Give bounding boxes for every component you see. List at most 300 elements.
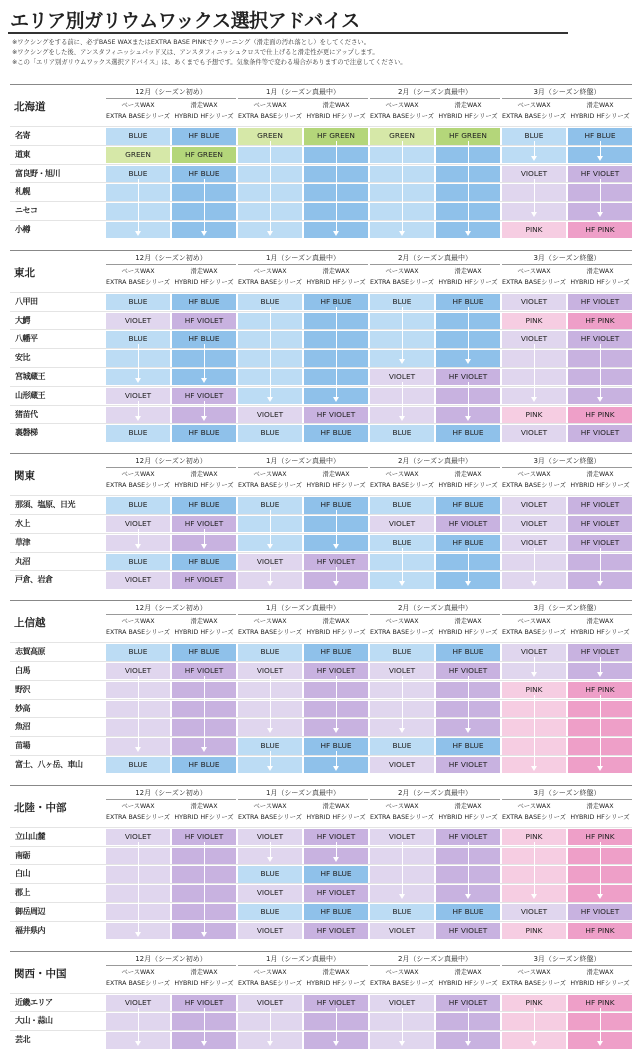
- continue-arrow: [534, 141, 535, 156]
- slide-wax-cell: HF PINK: [568, 313, 632, 330]
- slide-wax-series-label: HYBRID HFシリーズ: [570, 979, 630, 987]
- continue-arrow-head: [399, 728, 405, 733]
- base-wax-cell: BLUE: [370, 644, 434, 661]
- table-row: [10, 827, 632, 846]
- area-name: 那須、塩原、日光: [15, 500, 75, 510]
- area-name: 八甲田: [15, 296, 38, 306]
- continue-arrow: [468, 1008, 469, 1042]
- slide-wax-label: 滑走WAX: [322, 802, 350, 810]
- slide-wax-label: 滑走WAX: [586, 802, 614, 810]
- base-wax-series-label: EXTRA BASEシリーズ: [106, 482, 170, 490]
- base-wax-column-header: [502, 801, 566, 826]
- slide-wax-column-header: [436, 469, 500, 494]
- base-wax-cell: BLUE: [370, 535, 434, 552]
- slide-wax-label: 滑走WAX: [454, 618, 482, 626]
- continue-arrow-head: [531, 766, 537, 771]
- table-row: [10, 386, 632, 405]
- base-wax-cell: PINK: [502, 407, 566, 424]
- continue-arrow-head: [531, 1041, 537, 1046]
- slide-wax-cell: HF VIOLET: [304, 885, 368, 902]
- continue-arrow-head: [333, 544, 339, 549]
- continue-arrow-head: [465, 894, 471, 899]
- slide-wax-cell: HF VIOLET: [436, 757, 500, 774]
- base-wax-series-label: EXTRA BASEシリーズ: [502, 278, 566, 286]
- slide-wax-series-label: HYBRID HFシリーズ: [306, 629, 366, 637]
- continue-arrow: [534, 657, 535, 672]
- page-title: エリア別ガリウムワックス選択アドバイス: [10, 10, 360, 32]
- continue-arrow-head: [465, 1041, 471, 1046]
- table-row: [10, 423, 632, 442]
- continue-arrow: [336, 567, 337, 582]
- base-wax-column-header: [502, 266, 566, 291]
- slide-wax-series-label: HYBRID HFシリーズ: [438, 113, 498, 120]
- continue-arrow: [468, 676, 469, 728]
- slide-wax-cell: HF BLUE: [172, 425, 236, 442]
- slide-wax-label: 滑走WAX: [454, 267, 482, 275]
- continue-arrow: [534, 179, 535, 213]
- base-wax-label: ベースWAX: [385, 802, 419, 810]
- slide-wax-cell: HF VIOLET: [436, 829, 500, 846]
- area-name: 御岳周辺: [15, 906, 45, 916]
- table-row: [10, 846, 632, 865]
- base-wax-series-label: EXTRA BASEシリーズ: [238, 482, 302, 490]
- table-row: [10, 1030, 632, 1049]
- continue-arrow: [204, 179, 205, 231]
- continue-arrow-head: [333, 397, 339, 402]
- month-header: 12月（シーズン初め）: [106, 86, 236, 99]
- base-wax-label: ベースWAX: [517, 968, 551, 976]
- base-wax-label: ベースWAX: [121, 471, 155, 479]
- slide-wax-column-header: [568, 469, 632, 494]
- continue-arrow: [600, 657, 601, 672]
- table-row: [10, 348, 632, 367]
- continue-arrow-head: [333, 231, 339, 236]
- slide-wax-cell: HF VIOLET: [436, 369, 500, 386]
- region-header: [10, 600, 632, 642]
- area-name: 郡上: [15, 888, 30, 898]
- slide-wax-series-label: HYBRID HFシリーズ: [306, 113, 366, 120]
- slide-wax-cell: HF VIOLET: [172, 388, 236, 405]
- area-name: 大山・蒜山: [15, 1016, 53, 1026]
- continue-arrow-head: [597, 156, 603, 161]
- continue-arrow-head: [201, 747, 207, 752]
- slide-wax-series-label: HYBRID HFシリーズ: [174, 113, 234, 120]
- slide-wax-cell: HF VIOLET: [436, 663, 500, 680]
- continue-arrow-head: [201, 378, 207, 383]
- base-wax-series-label: EXTRA BASEシリーズ: [238, 629, 302, 637]
- base-wax-cell: BLUE: [106, 331, 170, 348]
- continue-arrow-head: [531, 894, 537, 899]
- slide-wax-cell: HF VIOLET: [304, 554, 368, 571]
- base-wax-cell: BLUE: [370, 425, 434, 442]
- area-name: ニセコ: [15, 206, 38, 216]
- slide-wax-cell: HF GREEN: [172, 147, 236, 164]
- table-row: [10, 680, 632, 699]
- base-wax-cell: VIOLET: [238, 995, 302, 1012]
- base-wax-column-header: [370, 100, 434, 125]
- region-header: [10, 84, 632, 126]
- slide-wax-cell: HF VIOLET: [436, 995, 500, 1012]
- slide-wax-column-header: [568, 967, 632, 992]
- note-cleaning: ※ワクシングをする前に、必ずBASE WAXまたはEXTRA BASE PINKでクリーニング（滑走面の汚れ落とし）をしてください。: [12, 39, 370, 46]
- continue-arrow: [402, 842, 403, 894]
- area-name: 宮城蔵王: [15, 371, 45, 381]
- month-header: 12月（シーズン初め）: [106, 602, 236, 615]
- table-row: [10, 755, 632, 774]
- continue-arrow: [534, 1008, 535, 1042]
- base-wax-cell: BLUE: [238, 294, 302, 311]
- continue-arrow: [204, 842, 205, 932]
- continue-arrow: [270, 510, 271, 544]
- slide-wax-cell: HF BLUE: [436, 904, 500, 921]
- base-wax-cell: VIOLET: [502, 516, 566, 533]
- slide-wax-cell: HF VIOLET: [304, 923, 368, 940]
- base-wax-cell: VIOLET: [502, 294, 566, 311]
- slide-wax-column-header: [568, 266, 632, 291]
- continue-arrow: [138, 401, 139, 416]
- continue-arrow-head: [135, 932, 141, 937]
- slide-wax-cell: HF PINK: [568, 407, 632, 424]
- continue-arrow-head: [597, 581, 603, 586]
- slide-wax-series-label: HYBRID HFシリーズ: [174, 629, 234, 637]
- continue-arrow-head: [531, 397, 537, 402]
- continue-arrow-head: [267, 581, 273, 586]
- slide-wax-cell: HF BLUE: [436, 644, 500, 661]
- base-wax-cell: VIOLET: [106, 388, 170, 405]
- slide-wax-column-header: [436, 616, 500, 641]
- slide-wax-cell: HF VIOLET: [172, 516, 236, 533]
- base-wax-series-label: EXTRA BASEシリーズ: [370, 278, 434, 286]
- continue-arrow: [468, 307, 469, 359]
- continue-arrow-head: [399, 231, 405, 236]
- slide-wax-label: 滑走WAX: [586, 471, 614, 479]
- area-name: 丸沼: [15, 556, 30, 566]
- base-wax-cell: VIOLET: [502, 497, 566, 514]
- table-row: [10, 864, 632, 883]
- continue-arrow-head: [399, 581, 405, 586]
- continue-arrow-head: [333, 1041, 339, 1046]
- slide-wax-series-label: HYBRID HFシリーズ: [174, 278, 234, 286]
- slide-wax-column-header: [172, 616, 236, 641]
- area-name: 山形蔵王: [15, 390, 45, 400]
- slide-wax-cell: HF BLUE: [172, 497, 236, 514]
- base-wax-column-header: [502, 616, 566, 641]
- table-row: [10, 921, 632, 940]
- slide-wax-cell: HF VIOLET: [436, 923, 500, 940]
- base-wax-series-label: EXTRA BASEシリーズ: [106, 278, 170, 286]
- area-name: 富士、八ヶ岳、車山: [15, 759, 83, 769]
- table-row: [10, 367, 632, 386]
- month-header: 1月（シーズン真最中）: [238, 86, 368, 99]
- slide-wax-label: 滑走WAX: [586, 267, 614, 275]
- table-row: [10, 514, 632, 533]
- continue-arrow-head: [465, 581, 471, 586]
- slide-wax-label: 滑走WAX: [190, 802, 218, 810]
- continue-arrow-head: [267, 231, 273, 236]
- slide-wax-series-label: HYBRID HFシリーズ: [438, 979, 498, 987]
- month-header: 3月（シーズン終盤）: [502, 602, 632, 615]
- slide-wax-label: 滑走WAX: [190, 471, 218, 479]
- base-wax-cell: BLUE: [106, 166, 170, 183]
- slide-wax-column-header: [304, 616, 368, 641]
- slide-wax-cell: HF PINK: [568, 995, 632, 1012]
- slide-wax-series-label: HYBRID HFシリーズ: [306, 979, 366, 987]
- slide-wax-cell: HF VIOLET: [172, 572, 236, 589]
- base-wax-column-header: [238, 801, 302, 826]
- slide-wax-label: 滑走WAX: [190, 267, 218, 275]
- slide-wax-column-header: [172, 801, 236, 826]
- continue-arrow: [336, 676, 337, 728]
- continue-arrow-head: [135, 416, 141, 421]
- continue-arrow-head: [597, 212, 603, 217]
- continue-arrow: [336, 307, 337, 397]
- base-wax-cell: BLUE: [502, 128, 566, 145]
- continue-arrow-head: [135, 1041, 141, 1046]
- slide-wax-column-header: [304, 100, 368, 125]
- slide-wax-series-label: HYBRID HFシリーズ: [570, 113, 630, 120]
- continue-arrow: [336, 751, 337, 766]
- base-wax-cell: BLUE: [106, 425, 170, 442]
- region-rows: [10, 642, 632, 774]
- slide-wax-series-label: HYBRID HFシリーズ: [438, 278, 498, 286]
- continue-arrow-head: [267, 1041, 273, 1046]
- region-header: [10, 785, 632, 827]
- continue-arrow: [468, 382, 469, 416]
- slide-wax-cell: HF VIOLET: [568, 294, 632, 311]
- slide-wax-cell: HF BLUE: [304, 738, 368, 755]
- base-wax-cell: VIOLET: [370, 369, 434, 386]
- slide-wax-cell: HF VIOLET: [568, 904, 632, 921]
- base-wax-cell: GREEN: [106, 147, 170, 164]
- slide-wax-cell: HF PINK: [568, 222, 632, 239]
- continue-arrow-head: [597, 766, 603, 771]
- slide-wax-column-header: [304, 967, 368, 992]
- continue-arrow: [402, 382, 403, 416]
- slide-wax-cell: HF VIOLET: [568, 644, 632, 661]
- slide-wax-cell: HF BLUE: [304, 904, 368, 921]
- base-wax-label: ベースWAX: [253, 102, 287, 109]
- slide-wax-series-label: HYBRID HFシリーズ: [306, 482, 366, 490]
- slide-wax-label: 滑走WAX: [322, 618, 350, 626]
- base-wax-cell: VIOLET: [502, 331, 566, 348]
- base-wax-series-label: EXTRA BASEシリーズ: [238, 278, 302, 286]
- table-row: [10, 182, 632, 201]
- continue-arrow: [270, 751, 271, 766]
- base-wax-label: ベースWAX: [385, 471, 419, 479]
- slide-wax-cell: HF VIOLET: [436, 516, 500, 533]
- continue-arrow: [402, 548, 403, 582]
- base-wax-label: ベースWAX: [121, 267, 155, 275]
- area-name: 南砺: [15, 850, 30, 860]
- base-wax-cell: BLUE: [238, 738, 302, 755]
- base-wax-column-header: [106, 100, 170, 125]
- base-wax-column-header: [238, 967, 302, 992]
- base-wax-label: ベースWAX: [253, 618, 287, 626]
- slide-wax-cell: HF BLUE: [436, 294, 500, 311]
- slide-wax-cell: HF BLUE: [172, 757, 236, 774]
- slide-wax-series-label: HYBRID HFシリーズ: [438, 629, 498, 637]
- continue-arrow-head: [465, 728, 471, 733]
- continue-arrow: [204, 1008, 205, 1042]
- base-wax-series-label: EXTRA BASEシリーズ: [106, 979, 170, 987]
- base-wax-series-label: EXTRA BASEシリーズ: [370, 629, 434, 637]
- slide-wax-cell: HF VIOLET: [304, 829, 368, 846]
- region-header: [10, 453, 632, 495]
- table-row: [10, 902, 632, 921]
- base-wax-cell: VIOLET: [370, 995, 434, 1012]
- continue-arrow: [402, 141, 403, 231]
- slide-wax-cell: HF BLUE: [172, 166, 236, 183]
- table-row: [10, 126, 632, 145]
- month-header: 1月（シーズン真最中）: [238, 602, 368, 615]
- area-name: 道東: [15, 149, 30, 159]
- slide-wax-cell: HF BLUE: [172, 331, 236, 348]
- continue-arrow: [138, 676, 139, 747]
- slide-wax-label: 滑走WAX: [322, 471, 350, 479]
- base-wax-series-label: EXTRA BASEシリーズ: [502, 482, 566, 490]
- base-wax-cell: PINK: [502, 222, 566, 239]
- base-wax-column-header: [370, 967, 434, 992]
- base-wax-cell: VIOLET: [238, 554, 302, 571]
- area-name: 立山山麓: [15, 831, 45, 841]
- table-row: [10, 220, 632, 239]
- base-wax-column-header: [370, 801, 434, 826]
- continue-arrow: [534, 344, 535, 396]
- slide-wax-cell: HF BLUE: [304, 425, 368, 442]
- continue-arrow: [336, 842, 337, 857]
- slide-wax-series-label: HYBRID HFシリーズ: [570, 482, 630, 490]
- continue-arrow-head: [135, 378, 141, 383]
- base-wax-cell: BLUE: [238, 904, 302, 921]
- region-name: 上信越: [14, 617, 46, 630]
- slide-wax-cell: HF VIOLET: [304, 663, 368, 680]
- area-name: 近畿エリア: [15, 997, 53, 1007]
- base-wax-label: ベースWAX: [253, 471, 287, 479]
- area-name: 福井県内: [15, 925, 45, 935]
- base-wax-column-header: [502, 967, 566, 992]
- continue-arrow: [204, 529, 205, 544]
- base-wax-series-label: EXTRA BASEシリーズ: [502, 113, 566, 120]
- table-row: [10, 533, 632, 552]
- continue-arrow-head: [201, 416, 207, 421]
- base-wax-cell: VIOLET: [502, 644, 566, 661]
- region-block: [10, 785, 632, 940]
- slide-wax-label: 滑走WAX: [322, 102, 350, 109]
- continue-arrow: [402, 1008, 403, 1042]
- area-name: 白馬: [15, 665, 30, 675]
- slide-wax-cell: HF PINK: [568, 923, 632, 940]
- base-wax-column-header: [106, 469, 170, 494]
- continue-arrow: [402, 307, 403, 359]
- region-name: 関東: [14, 470, 35, 483]
- area-name: 裏磐梯: [15, 428, 38, 438]
- slide-wax-cell: HF BLUE: [304, 644, 368, 661]
- month-header: 2月（シーズン真最中）: [370, 455, 500, 468]
- slide-wax-column-header: [436, 266, 500, 291]
- area-name: 大鰐: [15, 315, 30, 325]
- continue-arrow-head: [201, 544, 207, 549]
- slide-wax-cell: HF GREEN: [436, 128, 500, 145]
- base-wax-label: ベースWAX: [253, 802, 287, 810]
- slide-wax-column-header: [568, 801, 632, 826]
- base-wax-cell: VIOLET: [106, 572, 170, 589]
- continue-arrow-head: [267, 766, 273, 771]
- note-disclaimer: ※この「エリア別ガリウムワックス選択アドバイス」は、あくまでも予想です。気象条件等で変わる場合がありますので注意してください。: [12, 59, 407, 66]
- base-wax-series-label: EXTRA BASEシリーズ: [370, 482, 434, 490]
- base-wax-cell: VIOLET: [238, 829, 302, 846]
- base-wax-label: ベースWAX: [253, 267, 287, 275]
- continue-arrow-head: [201, 932, 207, 937]
- base-wax-cell: PINK: [502, 995, 566, 1012]
- slide-wax-series-label: HYBRID HFシリーズ: [174, 979, 234, 987]
- area-name: 水上: [15, 518, 30, 528]
- month-header: 1月（シーズン真最中）: [238, 953, 368, 966]
- base-wax-column-header: [106, 616, 170, 641]
- slide-wax-column-header: [436, 967, 500, 992]
- base-wax-cell: VIOLET: [370, 829, 434, 846]
- slide-wax-cell: HF VIOLET: [568, 516, 632, 533]
- month-header: 3月（シーズン終盤）: [502, 787, 632, 800]
- base-wax-cell: VIOLET: [502, 535, 566, 552]
- continue-arrow: [138, 1008, 139, 1042]
- base-wax-cell: BLUE: [370, 738, 434, 755]
- base-wax-cell: BLUE: [106, 757, 170, 774]
- continue-arrow: [204, 344, 205, 378]
- continue-arrow-head: [267, 544, 273, 549]
- area-name: 野沢: [15, 684, 30, 694]
- slide-wax-cell: HF VIOLET: [172, 995, 236, 1012]
- base-wax-cell: VIOLET: [106, 829, 170, 846]
- slide-wax-series-label: HYBRID HFシリーズ: [570, 813, 630, 821]
- base-wax-label: ベースWAX: [253, 968, 287, 976]
- region-header: [10, 951, 632, 993]
- base-wax-cell: VIOLET: [238, 663, 302, 680]
- continue-arrow: [402, 676, 403, 728]
- base-wax-cell: BLUE: [106, 294, 170, 311]
- slide-wax-column-header: [172, 967, 236, 992]
- area-name: 猪苗代: [15, 409, 38, 419]
- continue-arrow-head: [399, 894, 405, 899]
- base-wax-column-header: [238, 469, 302, 494]
- slide-wax-cell: HF BLUE: [436, 535, 500, 552]
- slide-wax-series-label: HYBRID HFシリーズ: [174, 482, 234, 490]
- continue-arrow: [270, 141, 271, 231]
- slide-wax-cell: HF BLUE: [172, 294, 236, 311]
- continue-arrow-head: [597, 397, 603, 402]
- base-wax-cell: GREEN: [238, 128, 302, 145]
- base-wax-series-label: EXTRA BASEシリーズ: [238, 979, 302, 987]
- slide-wax-cell: HF VIOLET: [568, 535, 632, 552]
- base-wax-cell: VIOLET: [238, 407, 302, 424]
- base-wax-column-header: [370, 266, 434, 291]
- continue-arrow: [534, 548, 535, 582]
- base-wax-series-label: EXTRA BASEシリーズ: [370, 979, 434, 987]
- slide-wax-label: 滑走WAX: [586, 102, 614, 109]
- continue-arrow: [468, 548, 469, 582]
- continue-arrow-head: [465, 231, 471, 236]
- continue-arrow-head: [267, 397, 273, 402]
- table-row: [10, 661, 632, 680]
- table-row: [10, 164, 632, 183]
- base-wax-cell: GREEN: [370, 128, 434, 145]
- region-rows: [10, 292, 632, 442]
- table-row: [10, 642, 632, 661]
- continue-arrow: [468, 141, 469, 231]
- continue-arrow: [600, 141, 601, 156]
- slide-wax-cell: HF VIOLET: [304, 995, 368, 1012]
- base-wax-cell: VIOLET: [106, 995, 170, 1012]
- continue-arrow: [270, 307, 271, 397]
